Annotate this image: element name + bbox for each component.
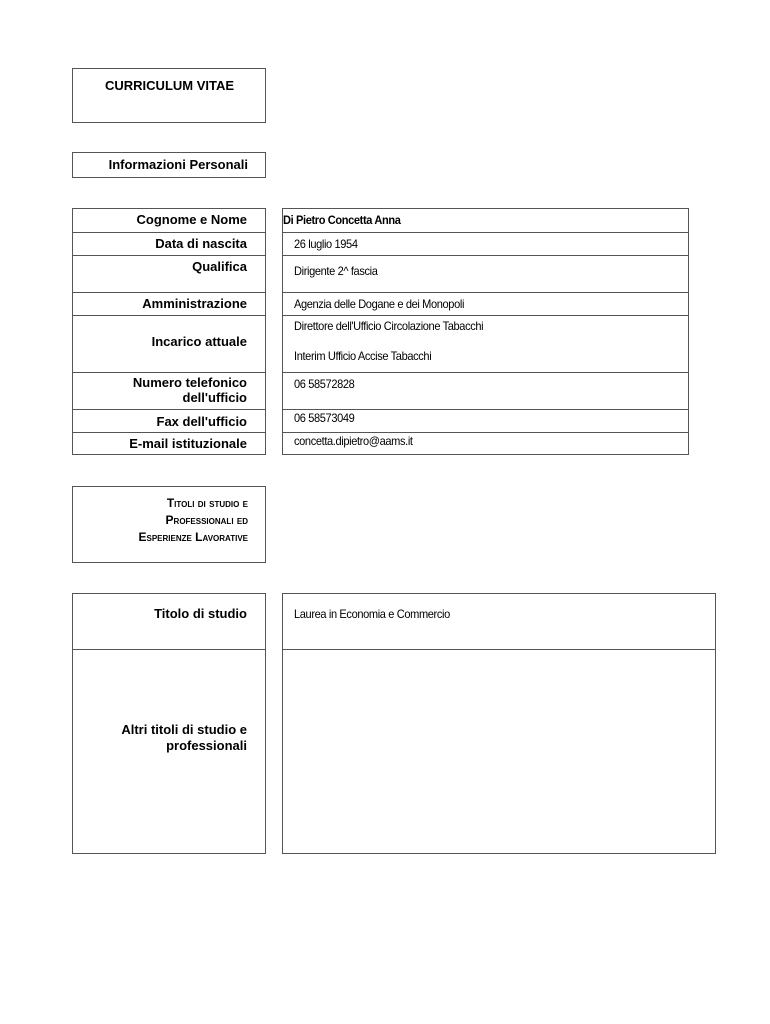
value-qualifica: Dirigente 2^ fascia	[294, 264, 378, 278]
label-qualifica: Qualifica	[192, 259, 247, 274]
row-label-nascita	[73, 232, 265, 255]
label-nascita: Data di nascita	[155, 236, 247, 251]
cv-title: CURRICULUM VITAE	[105, 78, 235, 93]
row-label-nome	[73, 209, 265, 232]
row-value-qualifica	[283, 255, 688, 292]
titoli-section-line3: Esperienze Lavorative	[138, 530, 248, 544]
value-incarico-2: Interim Ufficio Accise Tabacchi	[294, 349, 432, 363]
label-amministrazione: Amministrazione	[142, 296, 247, 311]
row-label-amministrazione	[73, 292, 265, 315]
row-value-fax	[283, 409, 688, 432]
cv-title-box	[72, 68, 266, 123]
value-titolo: Laurea in Economia e Commercio	[294, 607, 450, 621]
row-label-qualifica	[73, 255, 265, 292]
label-nome: Cognome e Nome	[136, 212, 247, 227]
label-altri-2: professionali	[166, 738, 247, 753]
row-value-amministrazione	[283, 292, 688, 315]
row-label-titolo	[73, 594, 265, 649]
row-value-email	[283, 432, 688, 456]
titoli-section-line1: Titoli di studio e	[166, 496, 248, 510]
row-label-email	[73, 432, 265, 456]
row-value-nascita	[283, 232, 688, 255]
row-value-telefono	[283, 372, 688, 409]
row-label-telefono	[73, 372, 265, 409]
row-value-nome	[283, 209, 688, 232]
value-incarico: Direttore dell'Ufficio Circolazione Tabacchi	[294, 319, 484, 333]
label-fax: Fax dell'ufficio	[156, 414, 247, 429]
value-amministrazione: Agenzia delle Dogane e dei Monopoli	[294, 297, 465, 311]
row-label-altri	[73, 649, 265, 855]
studies-labels-table	[72, 593, 266, 854]
row-value-titolo	[283, 594, 715, 649]
value-nome: Di Pietro Concetta Anna	[283, 213, 401, 227]
value-fax: 06 58573049	[294, 411, 355, 425]
label-titolo: Titolo di studio	[154, 606, 247, 621]
label-email: E-mail istituzionale	[129, 436, 247, 451]
value-nascita: 26 luglio 1954	[294, 237, 358, 251]
label-altri: Altri titoli di studio e	[121, 722, 247, 737]
label-incarico: Incarico attuale	[151, 334, 247, 349]
label-telefono: Numero telefonico	[132, 375, 247, 390]
personal-values-table	[282, 208, 689, 455]
titoli-section-box	[72, 486, 266, 563]
personal-section-title: Informazioni Personali	[108, 157, 248, 172]
personal-section-box	[72, 152, 266, 178]
row-value-incarico	[283, 315, 688, 372]
value-email: concetta.dipietro@aams.it	[294, 434, 413, 448]
row-label-incarico	[73, 315, 265, 372]
row-value-altri	[283, 649, 715, 855]
row-label-fax	[73, 409, 265, 432]
titoli-section-line2: Professionali ed	[165, 513, 248, 527]
personal-labels-table	[72, 208, 266, 455]
label-telefono-2: dell'ufficio	[182, 390, 247, 405]
studies-values-table	[282, 593, 716, 854]
value-telefono: 06 58572828	[294, 377, 355, 391]
